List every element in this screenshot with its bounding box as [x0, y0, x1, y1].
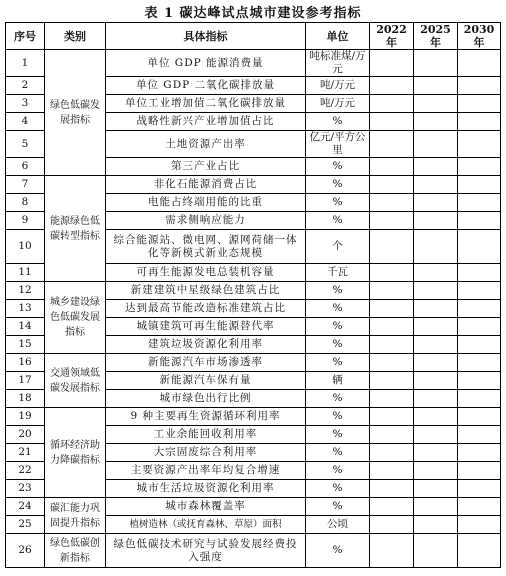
table-row: [6, 534, 501, 568]
header-cell: 2025 年: [414, 23, 458, 50]
value-2025: [414, 212, 458, 230]
row-number: 1: [6, 50, 45, 77]
value-2030: [458, 372, 501, 390]
row-number: 26: [6, 534, 45, 568]
value-2025: [414, 408, 458, 426]
indicator-cell: 城市生活垃圾资源化利用率: [106, 480, 306, 498]
value-2022: [370, 516, 414, 534]
indicator-cell: 第三产业占比: [106, 158, 306, 176]
row-number: 5: [6, 131, 45, 158]
value-2022: [370, 408, 414, 426]
unit-cell: %: [306, 336, 370, 354]
unit-cell: %: [306, 176, 370, 194]
value-2030: [458, 462, 501, 480]
unit-cell: %: [306, 480, 370, 498]
indicator-cell: 主要资源产出率年均复合增速: [106, 462, 306, 480]
unit-cell: %: [306, 426, 370, 444]
indicator-cell: 土地资源产出率: [106, 131, 306, 158]
value-2022: [370, 444, 414, 462]
value-2030: [458, 534, 501, 568]
unit-cell: %: [306, 318, 370, 336]
value-2030: [458, 498, 501, 516]
value-2025: [414, 113, 458, 131]
value-2025: [414, 131, 458, 158]
value-2022: [370, 534, 414, 568]
unit-cell: 吨/万元: [306, 95, 370, 113]
indicator-cell: 大宗固废综合利用率: [106, 444, 306, 462]
value-2022: [370, 158, 414, 176]
value-2025: [414, 426, 458, 444]
indicator-cell: 单位 GDP 能源消费量: [106, 50, 306, 77]
value-2025: [414, 462, 458, 480]
unit-cell: %: [306, 408, 370, 426]
value-2030: [458, 158, 501, 176]
value-2022: [370, 264, 414, 282]
value-2025: [414, 282, 458, 300]
row-number: 4: [6, 113, 45, 131]
value-2030: [458, 77, 501, 95]
row-number: 8: [6, 194, 45, 212]
row-number: 20: [6, 426, 45, 444]
row-number: 2: [6, 77, 45, 95]
unit-cell: %: [306, 282, 370, 300]
table-row: [6, 408, 501, 426]
indicator-cell: 植树造林（或抚育森林、草原）面积: [106, 516, 306, 534]
value-2022: [370, 300, 414, 318]
row-number: 19: [6, 408, 45, 426]
row-number: 10: [6, 230, 45, 264]
indicator-cell: 单位 GDP 二氧化碳排放量: [106, 77, 306, 95]
value-2030: [458, 318, 501, 336]
value-2022: [370, 498, 414, 516]
value-2025: [414, 444, 458, 462]
value-2025: [414, 516, 458, 534]
value-2025: [414, 230, 458, 264]
value-2030: [458, 95, 501, 113]
row-number: 13: [6, 300, 45, 318]
value-2030: [458, 230, 501, 264]
table-row: [6, 498, 501, 516]
value-2022: [370, 113, 414, 131]
indicator-cell: 电能占终端用能的比重: [106, 194, 306, 212]
indicator-cell: 城镇建筑可再生能源替代率: [106, 318, 306, 336]
row-number: 7: [6, 176, 45, 194]
indicator-cell: 建筑垃圾资源化利用率: [106, 336, 306, 354]
value-2025: [414, 354, 458, 372]
row-number: 9: [6, 212, 45, 230]
value-2030: [458, 426, 501, 444]
value-2030: [458, 282, 501, 300]
indicator-cell: 非化石能源消费占比: [106, 176, 306, 194]
indicator-cell: 新能源汽车市场渗透率: [106, 354, 306, 372]
table-row: [6, 354, 501, 372]
category-cell: 能源绿色低碳转型指标: [45, 176, 106, 282]
header-cell: 序号: [6, 23, 45, 50]
header-cell: 单位: [306, 23, 370, 50]
value-2030: [458, 390, 501, 408]
row-number: 24: [6, 498, 45, 516]
value-2022: [370, 77, 414, 95]
unit-cell: 亿元/平方公里: [306, 131, 370, 158]
unit-cell: %: [306, 300, 370, 318]
value-2025: [414, 390, 458, 408]
row-number: 3: [6, 95, 45, 113]
unit-cell: %: [306, 194, 370, 212]
value-2025: [414, 372, 458, 390]
value-2022: [370, 176, 414, 194]
unit-cell: 吨标准煤/万元: [306, 50, 370, 77]
value-2030: [458, 336, 501, 354]
unit-cell: %: [306, 354, 370, 372]
value-2025: [414, 480, 458, 498]
value-2022: [370, 318, 414, 336]
header-cell: 2030 年: [458, 23, 501, 50]
value-2022: [370, 372, 414, 390]
row-number: 17: [6, 372, 45, 390]
value-2022: [370, 194, 414, 212]
header-cell: 具体指标: [106, 23, 306, 50]
table-row: [6, 282, 501, 300]
indicator-cell: 城市森林覆盖率: [106, 498, 306, 516]
value-2025: [414, 318, 458, 336]
indicator-cell: 战略性新兴产业增加值占比: [106, 113, 306, 131]
value-2022: [370, 95, 414, 113]
unit-cell: %: [306, 498, 370, 516]
value-2030: [458, 176, 501, 194]
indicator-cell: 新建建筑中星级绿色建筑占比: [106, 282, 306, 300]
row-number: 23: [6, 480, 45, 498]
row-number: 6: [6, 158, 45, 176]
table-row: [6, 50, 501, 77]
unit-cell: %: [306, 390, 370, 408]
unit-cell: 千瓦: [306, 264, 370, 282]
value-2025: [414, 77, 458, 95]
indicator-cell: 可再生能源发电总装机容量: [106, 264, 306, 282]
row-number: 16: [6, 354, 45, 372]
value-2030: [458, 50, 501, 77]
unit-cell: 辆: [306, 372, 370, 390]
table-title: 表 1 碳达峰试点城市建设参考指标: [144, 6, 362, 21]
category-cell: 交通领域低碳发展指标: [45, 354, 106, 408]
indicator-cell: 工业余能回收利用率: [106, 426, 306, 444]
row-number: 11: [6, 264, 45, 282]
indicator-cell: 需求侧响应能力: [106, 212, 306, 230]
value-2030: [458, 300, 501, 318]
row-number: 12: [6, 282, 45, 300]
row-number: 14: [6, 318, 45, 336]
unit-cell: %: [306, 444, 370, 462]
value-2030: [458, 113, 501, 131]
indicator-cell: 城市绿色出行比例: [106, 390, 306, 408]
indicator-cell: 9 种主要再生资源循环利用率: [106, 408, 306, 426]
indicator-cell: 综合能源站、微电网、源网荷储一体化等新模式新业态规模: [106, 230, 306, 264]
unit-cell: 个: [306, 230, 370, 264]
value-2025: [414, 534, 458, 568]
value-2022: [370, 282, 414, 300]
category-cell: 绿色低碳发展指标: [45, 50, 106, 176]
value-2030: [458, 516, 501, 534]
value-2025: [414, 50, 458, 77]
value-2025: [414, 176, 458, 194]
value-2022: [370, 354, 414, 372]
indicator-cell: 单位工业增加值二氧化碳排放量: [106, 95, 306, 113]
value-2022: [370, 50, 414, 77]
value-2025: [414, 336, 458, 354]
unit-cell: 吨/万元: [306, 77, 370, 95]
unit-cell: %: [306, 534, 370, 568]
unit-cell: %: [306, 113, 370, 131]
row-number: 18: [6, 390, 45, 408]
row-number: 22: [6, 462, 45, 480]
value-2030: [458, 480, 501, 498]
indicator-table: [5, 22, 501, 568]
value-2030: [458, 408, 501, 426]
category-cell: 城乡建设绿色低碳发展指标: [45, 282, 106, 354]
indicator-cell: 达到最高节能改造标准建筑占比: [106, 300, 306, 318]
value-2030: [458, 131, 501, 158]
unit-cell: 公顷: [306, 516, 370, 534]
value-2025: [414, 158, 458, 176]
value-2022: [370, 462, 414, 480]
value-2025: [414, 95, 458, 113]
header-row: [6, 23, 501, 50]
header-cell: 2022 年: [370, 23, 414, 50]
value-2030: [458, 264, 501, 282]
value-2025: [414, 300, 458, 318]
row-number: 21: [6, 444, 45, 462]
table-row: [6, 176, 501, 194]
row-number: 15: [6, 336, 45, 354]
category-cell: 循环经济助力降碳指标: [45, 408, 106, 498]
indicator-cell: 绿色低碳技术研究与试验发展经费投入强度: [106, 534, 306, 568]
unit-cell: %: [306, 462, 370, 480]
value-2030: [458, 212, 501, 230]
value-2022: [370, 131, 414, 158]
value-2022: [370, 480, 414, 498]
value-2022: [370, 426, 414, 444]
row-number: 25: [6, 516, 45, 534]
value-2022: [370, 212, 414, 230]
value-2025: [414, 194, 458, 212]
header-cell: 类别: [45, 23, 106, 50]
value-2030: [458, 354, 501, 372]
unit-cell: %: [306, 158, 370, 176]
value-2022: [370, 390, 414, 408]
category-cell: 绿色低碳创新指标: [45, 534, 106, 568]
category-cell: 碳汇能力巩固提升指标: [45, 498, 106, 534]
indicator-cell: 新能源汽车保有量: [106, 372, 306, 390]
value-2025: [414, 498, 458, 516]
value-2025: [414, 264, 458, 282]
value-2022: [370, 336, 414, 354]
value-2022: [370, 230, 414, 264]
value-2030: [458, 444, 501, 462]
value-2030: [458, 194, 501, 212]
unit-cell: %: [306, 212, 370, 230]
